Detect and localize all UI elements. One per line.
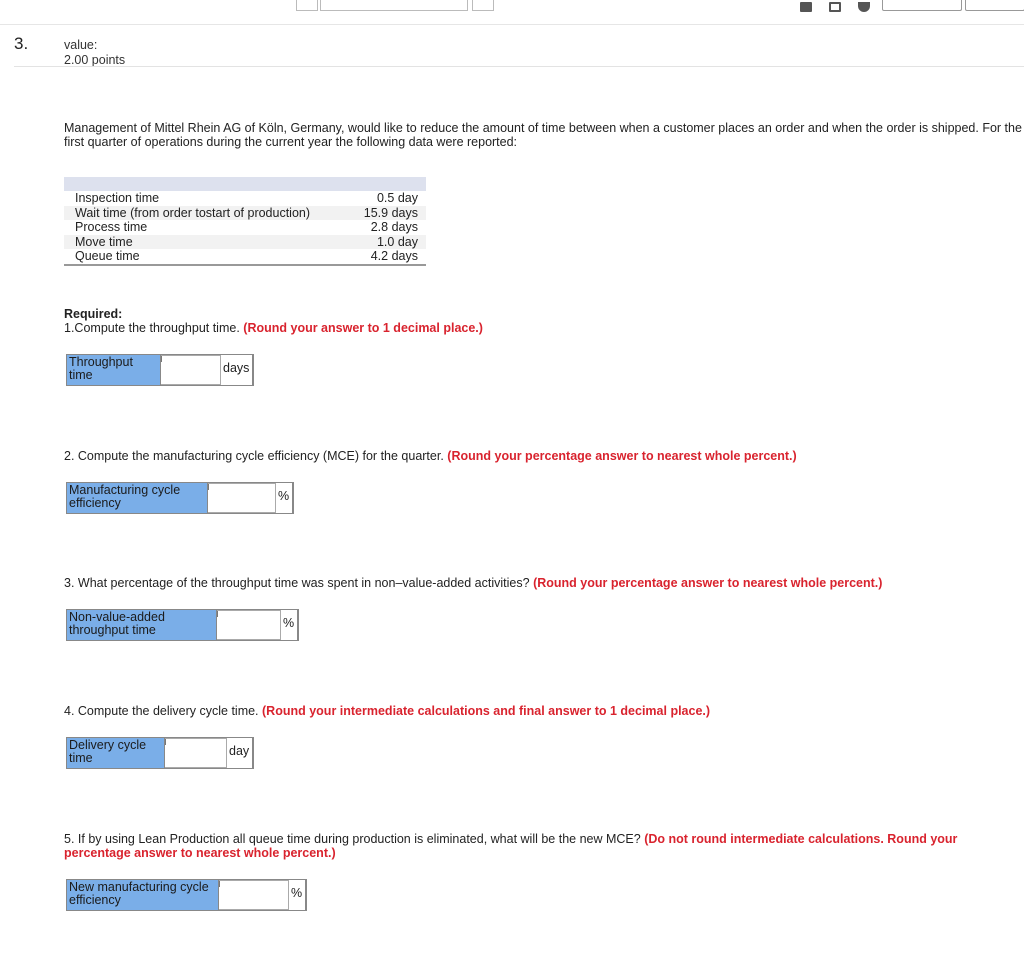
submit-button[interactable] [965,0,1024,11]
part-2-answer-row [66,482,294,514]
part-5-instruction: (Do not round intermediate calculations. Round your percentage answer to nearest whole percent.) [64,832,958,860]
new-mce-input[interactable] [219,881,288,909]
part-1-label: Throughput time [67,355,161,385]
help-icon[interactable] [829,2,841,12]
question-intro: Management of Mittel Rhein AG of Köln, Germany, would like to reduce the amount of time between when a customer places an order and when the order is shipped. For the first quarter of operations during the current year the following data were reported: [64,121,1022,149]
next-question-button[interactable] [472,0,494,11]
top-toolbar [0,0,1024,25]
part-2-unit: % [276,483,293,513]
part-3-question [64,576,1014,590]
question-divider [14,66,1024,67]
part-2-question [64,449,1014,463]
row-label: Process time [75,220,148,234]
mce-input-wrap [208,483,276,513]
part-5-text: 5. If by using Lean Production all queue time during production is eliminated, what will be the new MCE? [64,832,641,846]
throughput-time-input-wrap [161,355,221,385]
required-title: Required: [64,307,123,321]
row-value: 4.2 days [345,249,426,265]
table-row [64,191,426,206]
non-value-added-input-wrap [217,610,281,640]
row-value: 2.8 days [370,220,418,234]
part-4-text: 4. Compute the delivery cycle time. [64,704,259,718]
part-4-unit: day [227,738,253,768]
part-2-instruction: (Round your percentage answer to nearest whole percent.) [447,449,797,463]
part-2-text: 2. Compute the manufacturing cycle efficiency (MCE) for the quarter. [64,449,444,463]
row-label: Wait time (from order tostart of production) [64,206,345,221]
row-label: Queue time [64,249,345,265]
save-exit-button[interactable] [882,0,962,11]
row-label: Inspection time [75,191,160,205]
part-3-text: 3. What percentage of the throughput time was spent in non–value-added activities? [64,576,530,590]
part-1-answer-row [66,354,254,386]
part-3-label: Non-value-added throughput time [67,610,217,640]
row-value: 1.0 day [345,235,426,250]
row-label: Move time [64,235,345,250]
part-1-instruction: (Round your answer to 1 decimal place.) [243,321,483,335]
row-value: 0.5 day [376,191,418,205]
part-5-label: New manufacturing cycle efficiency [67,880,219,910]
value-label: value: [64,38,98,52]
table-row [64,206,426,221]
delivery-cycle-input-wrap [165,738,227,768]
part-1-question [64,321,1014,335]
part-5-unit: % [289,880,306,910]
row-value: 15.9 days [345,206,426,221]
non-value-added-input[interactable] [217,611,280,639]
part-5-answer-row [66,879,307,911]
print-icon[interactable] [800,2,812,12]
part-3-answer-row [66,609,299,641]
part-2-label: Manufacturing cycle efficiency [67,483,208,513]
delivery-cycle-input[interactable] [165,739,226,767]
data-table [64,177,426,266]
table-row [64,220,426,235]
part-5-question [64,832,1014,860]
new-mce-input-wrap [219,880,289,910]
question-number: 3. [14,34,29,53]
part-4-label: Delivery cycle time [67,738,165,768]
part-3-unit: % [281,610,298,640]
save-icon[interactable] [858,2,870,12]
prev-question-button[interactable] [296,0,318,11]
part-4-answer-row [66,737,254,769]
mce-input[interactable] [208,484,275,512]
part-1-unit: days [221,355,253,385]
table-row [64,249,426,265]
table-row [64,235,426,250]
part-4-question [64,704,1014,718]
part-1-text: 1.Compute the throughput time. [64,321,240,335]
question-selector[interactable] [320,0,468,11]
throughput-time-input[interactable] [161,356,220,384]
points-value: 2.00 points [64,53,126,67]
part-3-instruction: (Round your percentage answer to nearest whole percent.) [533,576,883,590]
part-4-instruction: (Round your intermediate calculations and final answer to 1 decimal place.) [262,704,711,718]
